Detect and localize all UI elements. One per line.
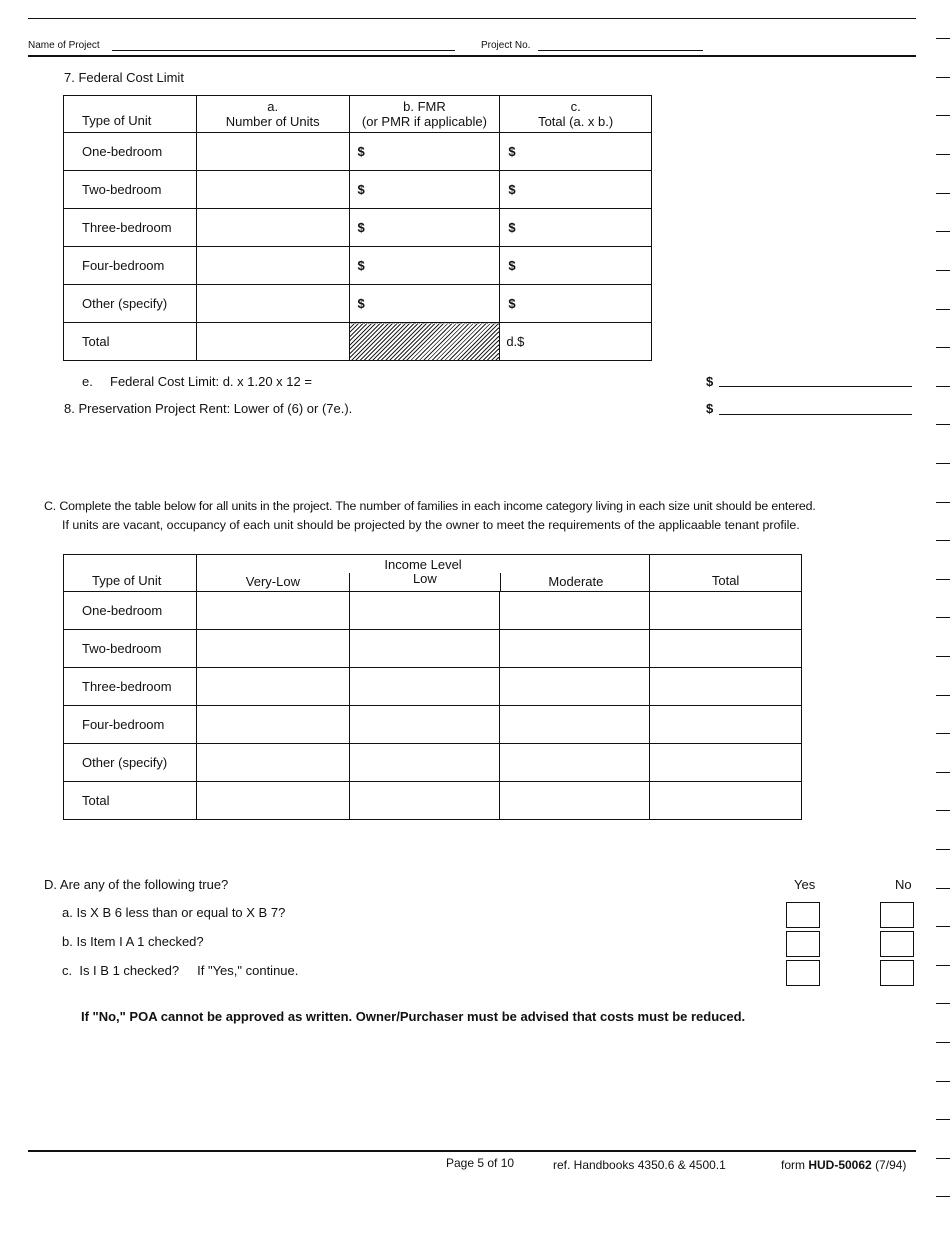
col-type-header: Type of Unit: [64, 96, 197, 133]
income-level-label: Income Level: [384, 557, 462, 572]
low-cell[interactable]: [349, 706, 500, 744]
item-c: c. Is I B 1 checked? If "Yes," continue.: [62, 963, 299, 978]
total-cell[interactable]: [650, 668, 802, 706]
header-rule: [28, 55, 916, 57]
low-cell[interactable]: [349, 744, 500, 782]
row-label: Three-bedroom: [64, 209, 197, 247]
total-cell-d[interactable]: d.$: [500, 323, 652, 361]
no-header: No: [895, 877, 912, 892]
project-name-field[interactable]: [112, 50, 455, 51]
item-a: a. Is X B 6 less than or equal to X B 7?: [62, 905, 286, 920]
low-cell[interactable]: [349, 782, 500, 820]
row-label: Total: [64, 782, 197, 820]
total-cell[interactable]: $: [500, 133, 652, 171]
col-a-header: a. Number of Units: [196, 96, 349, 133]
total-cell[interactable]: $: [500, 171, 652, 209]
very-low-cell[interactable]: [196, 744, 349, 782]
col-moderate-header: Moderate: [548, 574, 604, 589]
row-label: Four-bedroom: [64, 247, 197, 285]
total-cell[interactable]: [650, 782, 802, 820]
total-cell[interactable]: $: [500, 209, 652, 247]
row-label: One-bedroom: [64, 133, 197, 171]
row-label: Other (specify): [64, 744, 197, 782]
row-label: One-bedroom: [64, 592, 197, 630]
handbook-ref: ref. Handbooks 4350.6 & 4500.1: [553, 1158, 726, 1172]
line-8-dollar: $: [706, 401, 714, 416]
units-cell[interactable]: [196, 209, 349, 247]
moderate-cell[interactable]: [500, 706, 650, 744]
row-label: Total: [64, 323, 197, 361]
very-low-cell[interactable]: [196, 782, 349, 820]
project-no-label: Project No.: [481, 40, 531, 51]
moderate-cell[interactable]: [500, 630, 650, 668]
low-cell[interactable]: [349, 630, 500, 668]
col-type-header: Type of Unit: [64, 555, 197, 592]
item-c-no-checkbox[interactable]: [880, 960, 914, 986]
line-e-letter: e.: [82, 374, 93, 389]
item-a-yes-checkbox[interactable]: [786, 902, 820, 928]
federal-cost-table: [63, 95, 652, 361]
project-no-field[interactable]: [538, 50, 703, 51]
section-d-question: D. Are any of the following true?: [44, 877, 229, 892]
form-prefix: form: [781, 1158, 805, 1172]
shaded-cell: [349, 323, 500, 361]
project-name-label: Name of Project: [28, 40, 100, 51]
low-cell[interactable]: [349, 592, 500, 630]
row-label: Two-bedroom: [64, 630, 197, 668]
total-cell[interactable]: $: [500, 285, 652, 323]
fmr-cell[interactable]: $: [349, 133, 500, 171]
fmr-cell[interactable]: $: [349, 209, 500, 247]
moderate-cell[interactable]: [500, 744, 650, 782]
item-b-yes-checkbox[interactable]: [786, 931, 820, 957]
moderate-cell[interactable]: [500, 782, 650, 820]
form-date: (7/94): [875, 1158, 907, 1172]
very-low-cell[interactable]: [196, 668, 349, 706]
line-e-text: Federal Cost Limit: d. x 1.20 x 12 =: [110, 374, 312, 389]
margin-ticks: [936, 0, 950, 1239]
row-label: Three-bedroom: [64, 668, 197, 706]
row-label: Other (specify): [64, 285, 197, 323]
item-b: b. Is Item I A 1 checked?: [62, 934, 204, 949]
footer-rule: [28, 1150, 916, 1152]
line-8-field[interactable]: [719, 414, 912, 415]
very-low-cell[interactable]: [196, 592, 349, 630]
total-cell[interactable]: [650, 706, 802, 744]
col-b-header: b. FMR (or PMR if applicable): [349, 96, 500, 133]
total-cell[interactable]: [650, 630, 802, 668]
warning-text: If "No," POA cannot be approved as written. Owner/Purchaser must be advised that costs must be reduced.: [81, 1009, 746, 1024]
units-cell[interactable]: [196, 323, 349, 361]
income-level-table: [63, 554, 802, 820]
very-low-cell[interactable]: [196, 630, 349, 668]
moderate-cell[interactable]: [500, 668, 650, 706]
fmr-cell[interactable]: $: [349, 247, 500, 285]
col-low-header: Low: [412, 571, 437, 586]
col-c-header: c. Total (a. x b.): [500, 96, 652, 133]
total-cell[interactable]: [650, 592, 802, 630]
item-b-no-checkbox[interactable]: [880, 931, 914, 957]
item-a-no-checkbox[interactable]: [880, 902, 914, 928]
section-c-text-2: If units are vacant, occupancy of each unit should be projected by the owner to meet the requirements of the applicaable tenant profile.: [62, 518, 800, 532]
low-cell[interactable]: [349, 668, 500, 706]
top-rule: [28, 18, 916, 19]
line-e-field[interactable]: [719, 386, 912, 387]
fmr-cell[interactable]: $: [349, 285, 500, 323]
moderate-cell[interactable]: [500, 592, 650, 630]
form-id: [781, 1158, 906, 1172]
col-very-low-header: Very-Low: [245, 574, 300, 589]
income-level-header: [196, 555, 649, 592]
very-low-cell[interactable]: [196, 706, 349, 744]
section-c-text-1: C. Complete the table below for all units in the project. The number of families in each income category living in each size unit should be entered.: [44, 499, 816, 513]
row-label: Four-bedroom: [64, 706, 197, 744]
page-number: Page 5 of 10: [446, 1156, 515, 1170]
item-c-yes-checkbox[interactable]: [786, 960, 820, 986]
units-cell[interactable]: [196, 285, 349, 323]
line-e-dollar: $: [706, 374, 714, 389]
total-cell[interactable]: [650, 744, 802, 782]
line-8-text: 8. Preservation Project Rent: Lower of (6) or (7e.).: [64, 401, 353, 416]
units-cell[interactable]: [196, 171, 349, 209]
col-total-header: Total: [650, 555, 802, 592]
form-number: HUD-50062: [808, 1158, 872, 1172]
units-cell[interactable]: [196, 133, 349, 171]
row-label: Two-bedroom: [64, 171, 197, 209]
total-cell[interactable]: $: [500, 247, 652, 285]
units-cell[interactable]: [196, 247, 349, 285]
yes-header: Yes: [794, 877, 816, 892]
fmr-cell[interactable]: $: [349, 171, 500, 209]
section-7-title: 7. Federal Cost Limit: [64, 70, 184, 85]
